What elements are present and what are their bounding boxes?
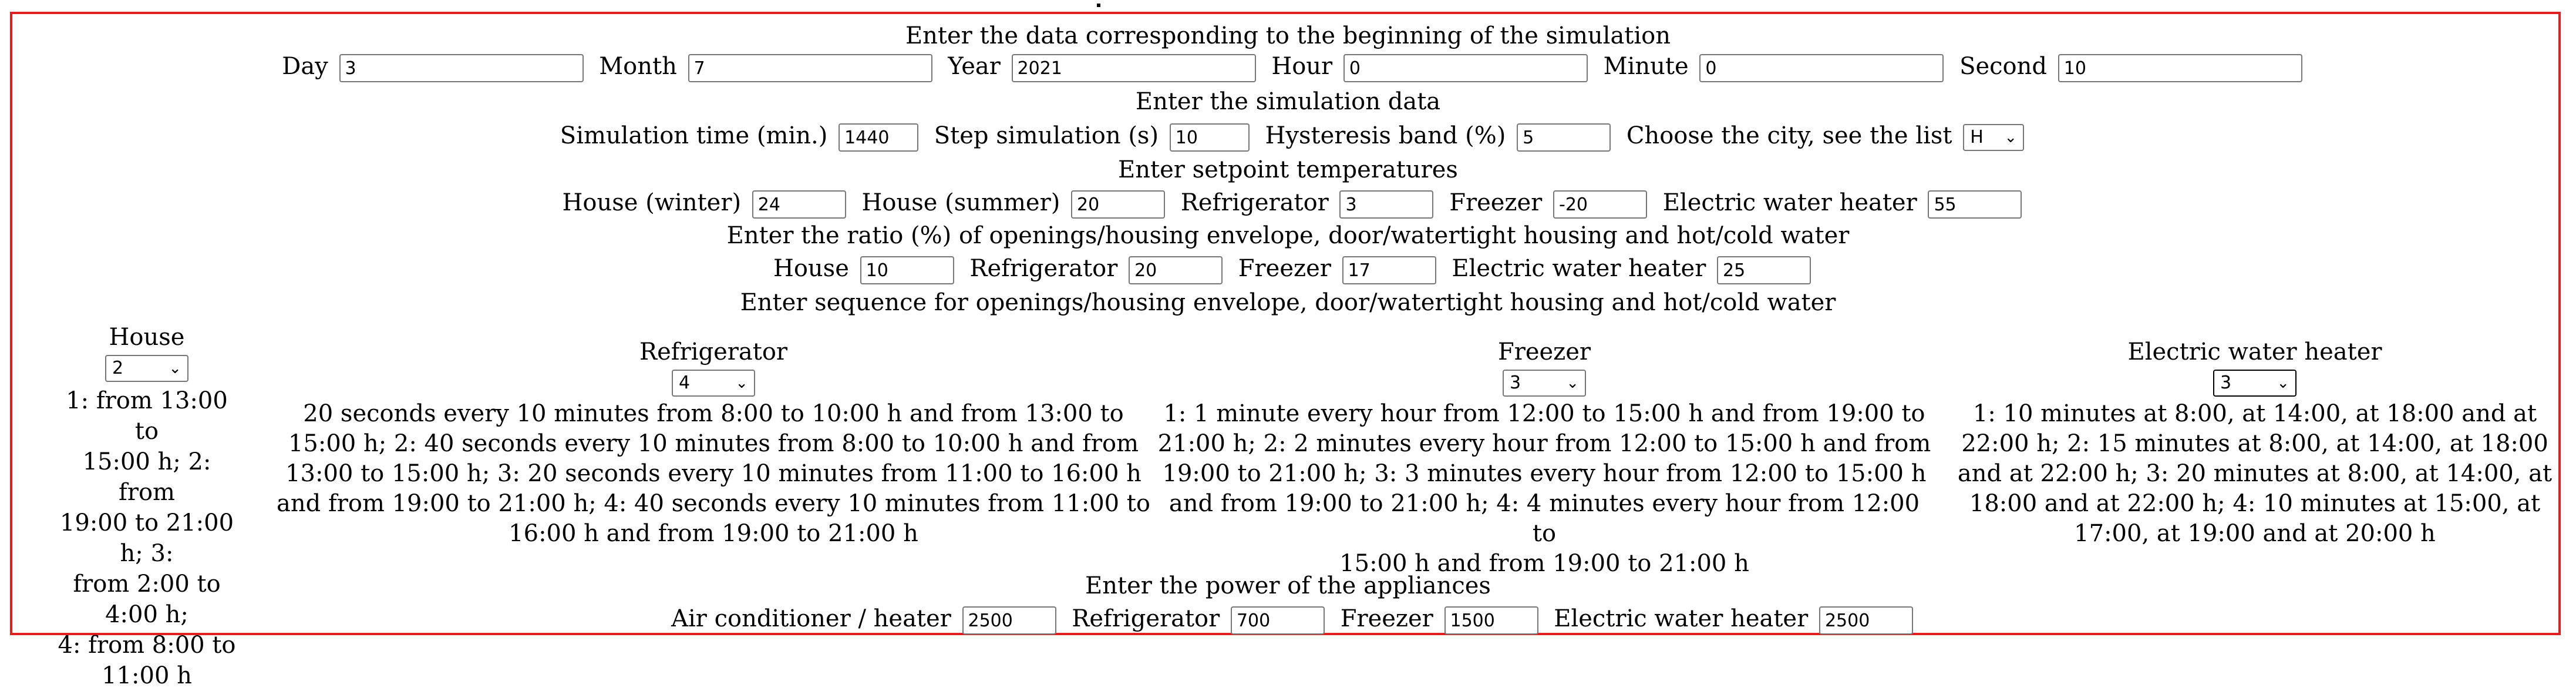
- power-title: Enter the power of the appliances: [1085, 572, 1491, 599]
- house-sequence-value: 2: [112, 358, 124, 378]
- refrigerator-power-input[interactable]: [1231, 606, 1325, 635]
- hour-input[interactable]: [1343, 54, 1588, 82]
- water-heater-power-label: Electric water heater: [1554, 605, 1809, 632]
- simulation-time-label: Simulation time (min.): [560, 122, 828, 149]
- chevron-down-icon: ⌄: [1566, 374, 1579, 392]
- water-heater-sequence-line: and at 22:00 h; 3: 20 minutes at 8:00, at 14:00, at: [1957, 460, 2553, 487]
- year-label: Year: [948, 53, 1001, 80]
- ratio-title: Enter the ratio (%) of openings/housing envelope, door/watertight housing and hot/cold water: [726, 222, 1850, 249]
- water-heater-sequence-line: 22:00 h; 2: 15 minutes at 8:00, at 14:00, at 18:00: [1961, 430, 2548, 457]
- freezer-setpoint-input[interactable]: [1553, 190, 1647, 219]
- house-sequence-line: 11:00 h: [102, 662, 192, 689]
- freezer-sequence-select[interactable]: [1503, 370, 1586, 397]
- refrigerator-sequence-line: 15:00 h; 2: 40 seconds every 10 minutes from 8:00 to 10:00 h and from: [288, 430, 1139, 457]
- house-sequence-line: 1: from 13:00 to: [66, 387, 228, 445]
- refrigerator-sequence-line: and from 19:00 to 21:00 h; 4: 40 seconds every 10 minutes from 11:00 to: [277, 490, 1150, 517]
- refrigerator-ratio-label: Refrigerator: [969, 255, 1118, 282]
- refrigerator-sequence-line: 20 seconds every 10 minutes from 8:00 to 10:00 h and from 13:00 to: [303, 400, 1124, 427]
- refrigerator-sequence-title: Refrigerator: [639, 338, 788, 365]
- second-label: Second: [1959, 53, 2048, 80]
- ac-power-input[interactable]: [962, 606, 1056, 635]
- city-label: Choose the city, see the list: [1626, 122, 1952, 149]
- day-label: Day: [282, 53, 328, 80]
- chevron-down-icon: ⌄: [2277, 374, 2289, 392]
- water-heater-sequence-line: 17:00, at 19:00 and at 20:00 h: [2074, 520, 2436, 547]
- refrigerator-sequence-select[interactable]: [672, 370, 755, 397]
- setpoint-title: Enter setpoint temperatures: [1118, 156, 1458, 183]
- year-input[interactable]: [1012, 54, 1256, 82]
- simulation-row: [0, 121, 2576, 152]
- house-ratio-label: House: [773, 255, 849, 282]
- house-sequence-line: 15:00 h; 2: from: [82, 448, 211, 506]
- water-heater-sequence-title: Electric water heater: [2127, 338, 2382, 365]
- ac-power-label: Air conditioner / heater: [671, 605, 951, 632]
- house-sequence-line: from 2:00 to 4:00 h;: [73, 571, 221, 628]
- power-row: [0, 604, 2576, 635]
- freezer-power-input[interactable]: [1444, 606, 1538, 635]
- month-input[interactable]: [688, 54, 932, 82]
- refrigerator-sequence-line: 16:00 h and from 19:00 to 21:00 h: [509, 520, 918, 547]
- water-heater-power-input[interactable]: [1819, 606, 1913, 635]
- water-heater-sequence-value: 3: [2220, 373, 2232, 393]
- water-heater-sequence-line: 18:00 and at 22:00 h; 4: 10 minutes at 15:00, at: [1969, 490, 2541, 517]
- city-select-value: H: [1970, 127, 1984, 147]
- water-heater-sequence-select[interactable]: [2213, 370, 2296, 397]
- month-label: Month: [599, 53, 677, 80]
- beginning-title: Enter the data corresponding to the beginning of the simulation: [905, 22, 1671, 49]
- house-winter-label: House (winter): [562, 189, 742, 216]
- freezer-sequence-line: 15:00 h and from 19:00 to 21:00 h: [1339, 550, 1749, 577]
- sequence-title: Enter sequence for openings/housing envelope, door/watertight housing and hot/cold water: [740, 289, 1836, 316]
- refrigerator-sequence-line: 13:00 to 15:00 h; 3: 20 seconds every 10 minutes from 11:00 to 16:00 h: [285, 460, 1141, 487]
- freezer-sequence-line: 1: 1 minute every hour from 12:00 to 15:00 h and from 19:00 to: [1163, 400, 1925, 427]
- freezer-ratio-label: Freezer: [1238, 255, 1331, 282]
- freezer-sequence-title: Freezer: [1497, 338, 1591, 365]
- refrigerator-setpoint-label: Refrigerator: [1180, 189, 1329, 216]
- top-mark: [1097, 4, 1100, 7]
- day-input[interactable]: [339, 54, 584, 82]
- start-row: [0, 52, 2576, 82]
- simulation-time-input[interactable]: [839, 123, 918, 152]
- chevron-down-icon: ⌄: [735, 374, 748, 392]
- water-heater-sequence: [1949, 337, 2560, 549]
- house-sequence-line: 19:00 to 21:00 h; 3:: [59, 509, 234, 567]
- chevron-down-icon: ⌄: [169, 360, 181, 377]
- water-heater-sequence-line: 1: 10 minutes at 8:00, at 14:00, at 18:00 and at: [1972, 400, 2537, 427]
- second-input[interactable]: [2058, 54, 2302, 82]
- house-sequence-select[interactable]: [105, 355, 188, 382]
- freezer-sequence-line: 19:00 to 21:00 h; 3: 3 minutes every hour from 12:00 to 15:00 h: [1162, 460, 1927, 487]
- water-heater-setpoint-label: Electric water heater: [1662, 189, 1917, 216]
- house-winter-input[interactable]: [752, 190, 846, 219]
- water-heater-setpoint-input[interactable]: [1928, 190, 2022, 219]
- freezer-sequence-line: 21:00 h; 2: 2 minutes every hour from 12:00 to 15:00 h and from: [1157, 430, 1931, 457]
- refrigerator-power-label: Refrigerator: [1072, 605, 1220, 632]
- hysteresis-label: Hysteresis band (%): [1265, 122, 1506, 149]
- minute-input[interactable]: [1699, 54, 1944, 82]
- setpoint-row: [0, 188, 2576, 219]
- house-ratio-input[interactable]: [860, 256, 954, 284]
- step-label: Step simulation (s): [934, 122, 1159, 149]
- house-sequence: [53, 322, 241, 691]
- hour-label: Hour: [1271, 53, 1333, 80]
- simulation-title: Enter the simulation data: [1135, 88, 1441, 115]
- city-select[interactable]: [1963, 124, 2024, 151]
- freezer-sequence-line: and from 19:00 to 21:00 h; 4: 4 minutes every hour from 12:00 to: [1169, 490, 1920, 547]
- freezer-power-label: Freezer: [1340, 605, 1433, 632]
- freezer-sequence: [1157, 337, 1932, 579]
- ratio-row: [0, 254, 2576, 284]
- minute-label: Minute: [1603, 53, 1689, 80]
- water-heater-ratio-input[interactable]: [1717, 256, 1811, 284]
- chevron-down-icon: ⌄: [2004, 129, 2018, 146]
- house-summer-label: House (summer): [861, 189, 1060, 216]
- water-heater-ratio-label: Electric water heater: [1452, 255, 1706, 282]
- refrigerator-ratio-input[interactable]: [1129, 256, 1223, 284]
- house-sequence-title: House: [109, 324, 185, 351]
- house-summer-input[interactable]: [1071, 190, 1165, 219]
- freezer-ratio-input[interactable]: [1342, 256, 1436, 284]
- house-sequence-line: 4: from 8:00 to: [58, 632, 236, 659]
- hysteresis-input[interactable]: [1517, 123, 1611, 152]
- refrigerator-sequence: [276, 337, 1151, 549]
- freezer-setpoint-label: Freezer: [1449, 189, 1543, 216]
- refrigerator-setpoint-input[interactable]: [1339, 190, 1433, 219]
- refrigerator-sequence-value: 4: [679, 373, 691, 393]
- step-input[interactable]: [1170, 123, 1250, 152]
- freezer-sequence-value: 3: [1510, 373, 1521, 393]
